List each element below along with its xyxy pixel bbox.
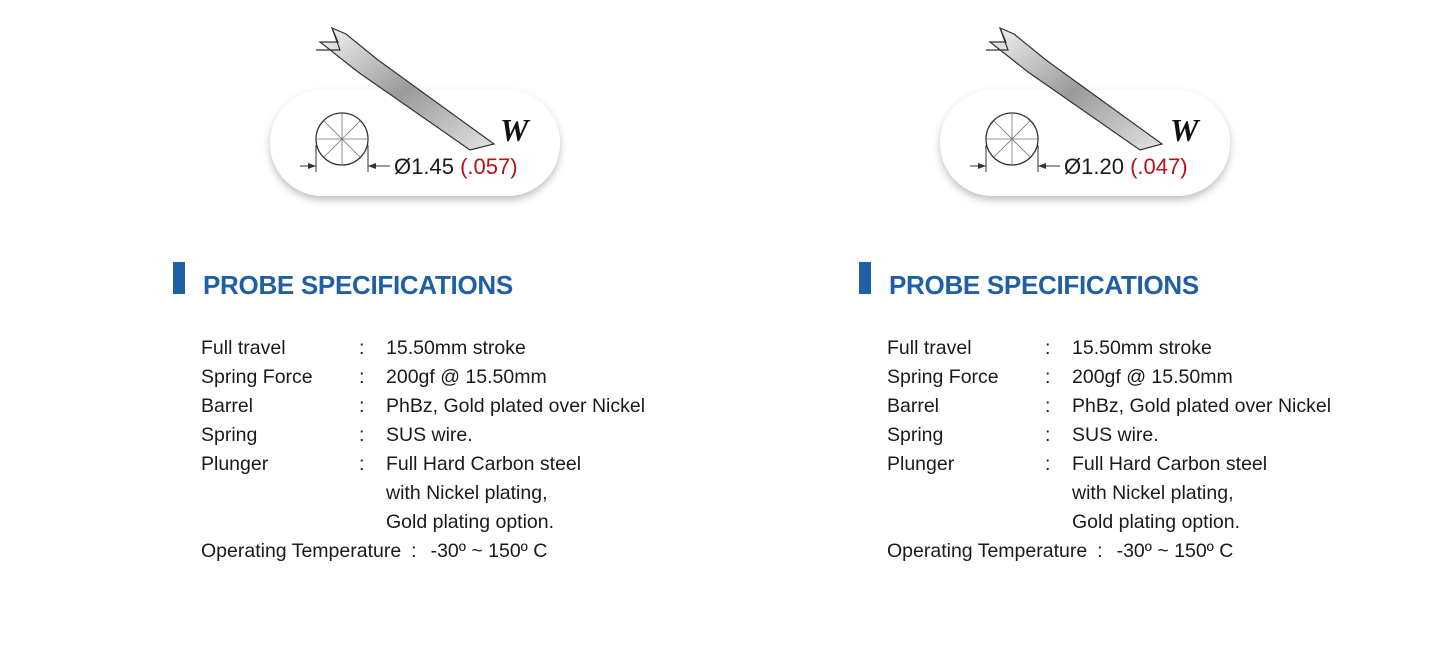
spec-colon: : <box>1045 395 1051 417</box>
spec-label: Plunger <box>201 453 269 475</box>
spec-row <box>887 450 1268 479</box>
spec-colon: : <box>1097 540 1103 562</box>
spec-colon: : <box>359 453 365 475</box>
diameter-mm: Ø1.20 <box>1064 154 1124 179</box>
spec-label: Spring Force <box>201 366 313 388</box>
spec-row-continuation <box>201 479 547 508</box>
spec-value: SUS wire. <box>386 424 473 446</box>
spec-label: Spring <box>887 424 944 446</box>
heading-title: PROBE SPECIFICATIONS <box>889 270 1199 300</box>
spec-colon: : <box>1045 366 1051 388</box>
spec-row <box>201 334 547 363</box>
diameter-inch: (.057) <box>460 154 518 179</box>
spec-row-temperature <box>201 537 547 566</box>
spec-value: Gold plating option. <box>1072 511 1241 533</box>
spec-colon: : <box>1045 453 1051 475</box>
probe-tip-drawing <box>260 20 580 210</box>
diameter-label <box>394 154 518 180</box>
spec-label: Barrel <box>201 395 254 417</box>
spec-label: Operating Temperature <box>887 540 1088 562</box>
spec-value: 200gf @ 15.50mm <box>1072 366 1233 388</box>
spec-value: PhBz, Gold plated over Nickel <box>1072 395 1332 417</box>
diameter-label <box>1064 154 1188 180</box>
spec-colon: : <box>1045 337 1051 359</box>
spec-value: SUS wire. <box>1072 424 1159 446</box>
spec-label: Full travel <box>201 337 286 359</box>
spec-value: Full Hard Carbon steel <box>386 453 582 475</box>
spec-row <box>887 334 1233 363</box>
spec-value: -30º ~ 150º C <box>1116 540 1234 562</box>
spec-colon: : <box>359 424 365 446</box>
spec-value: -30º ~ 150º C <box>430 540 548 562</box>
spec-value: with Nickel plating, <box>386 482 548 504</box>
spec-label: Plunger <box>887 453 955 475</box>
heading-title: PROBE SPECIFICATIONS <box>203 270 513 300</box>
spec-list <box>887 334 1332 566</box>
spec-row <box>201 392 646 421</box>
probe-tip-drawing <box>946 20 1266 210</box>
tip-type-label: W <box>1170 112 1199 148</box>
spec-row <box>201 363 547 392</box>
spec-value: 15.50mm stroke <box>1072 337 1212 359</box>
spec-value: 200gf @ 15.50mm <box>386 366 547 388</box>
heading-accent-bar <box>173 262 185 294</box>
spec-colon: : <box>359 366 365 388</box>
spec-colon: : <box>359 337 365 359</box>
spec-row <box>887 421 1233 450</box>
spec-row-continuation <box>887 479 1233 508</box>
spec-colon: : <box>1045 424 1051 446</box>
diameter-inch: (.047) <box>1130 154 1188 179</box>
spec-list <box>201 334 646 566</box>
probe-tip-illustration <box>260 20 580 210</box>
spec-row-continuation <box>887 508 1241 537</box>
spec-colon: : <box>411 540 417 562</box>
spec-value: PhBz, Gold plated over Nickel <box>386 395 646 417</box>
spec-row <box>887 363 1233 392</box>
spec-row <box>201 421 547 450</box>
spec-colon: : <box>359 395 365 417</box>
spec-row-continuation <box>201 508 555 537</box>
probe-tip-illustration <box>946 20 1266 210</box>
spec-value: 15.50mm stroke <box>386 337 526 359</box>
spec-label: Operating Temperature <box>201 540 402 562</box>
spec-label: Spring Force <box>887 366 999 388</box>
probe-panel-2 <box>686 0 1406 670</box>
spec-label: Full travel <box>887 337 972 359</box>
spec-label: Spring <box>201 424 258 446</box>
diameter-mm: Ø1.45 <box>394 154 454 179</box>
spec-value: with Nickel plating, <box>1072 482 1234 504</box>
spec-label: Barrel <box>887 395 940 417</box>
spec-value: Full Hard Carbon steel <box>1072 453 1268 475</box>
spec-value: Gold plating option. <box>386 511 555 533</box>
spec-row-temperature <box>887 537 1233 566</box>
spec-row <box>887 392 1332 421</box>
spec-row <box>201 450 582 479</box>
tip-type-label: W <box>500 112 529 148</box>
heading-accent-bar <box>859 262 871 294</box>
